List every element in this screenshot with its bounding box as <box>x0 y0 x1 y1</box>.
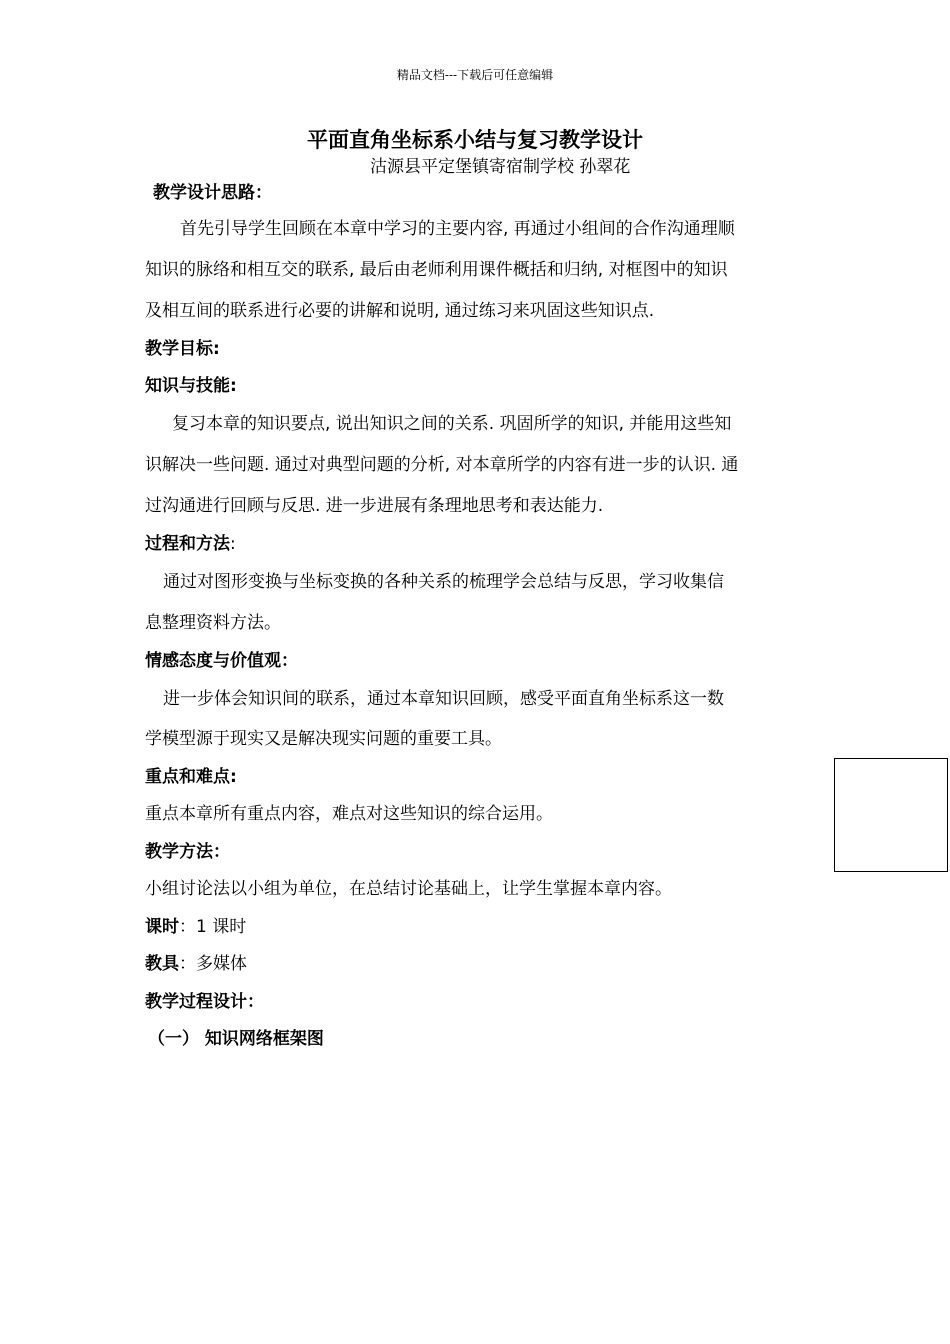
paragraph-line: 首先引导学生回顾在本章中学习的主要内容, 再通过小组间的合作沟通理顺 <box>180 219 735 239</box>
section-heading-objectives: 教学目标: <box>145 339 220 359</box>
page-header-watermark: 精品文档---下载后可任意编辑 <box>396 68 554 82</box>
teaching-aids-value: ：多媒体 <box>179 954 247 974</box>
class-hours-label: 课时 <box>145 917 179 937</box>
paragraph-line: 识解决一些问题. 通过对典型问题的分析, 对本章所学的内容有进一步的认识. 通 <box>145 455 739 475</box>
paragraph-line: 小组讨论法以小组为单位，在总结讨论基础上，让学生掌握本章内容。 <box>145 879 672 899</box>
document-title: 平面直角坐标系小结与复习教学设计 <box>307 128 643 152</box>
paragraph-line: 复习本章的知识要点, 说出知识之间的关系. 巩固所学的知识, 并能用这些知 <box>172 414 732 434</box>
paragraph-line: 息整理资料方法。 <box>145 613 281 633</box>
heading-colon: : <box>230 534 236 554</box>
document-author: 沽源县平定堡镇寄宿制学校 孙翠花 <box>370 157 631 177</box>
empty-box-frame <box>834 758 948 872</box>
section-heading-teaching-method: 教学方法： <box>145 842 230 862</box>
section-heading-attitude-values: 情感态度与价值观： <box>145 651 298 671</box>
heading-text: 过程和方法 <box>145 534 230 554</box>
section-heading-knowledge-skills: 知识与技能: <box>145 376 237 396</box>
paragraph-line: 重点本章所有重点内容，难点对这些知识的综合运用。 <box>145 804 553 824</box>
class-hours-line <box>145 912 246 937</box>
paragraph-line: 及相互间的联系进行必要的讲解和说明, 通过练习来巩固这些知识点. <box>145 301 655 321</box>
class-hours-value: ：1 课时 <box>179 917 247 937</box>
section-heading-design-idea: 教学设计思路： <box>153 183 272 203</box>
paragraph-line: 学模型源于现实又是解决现实问题的重要工具。 <box>145 729 502 749</box>
section-heading-process-design: 教学过程设计： <box>145 992 264 1012</box>
subsection-heading-knowledge-network: （一） 知识网络框架图 <box>148 1029 324 1049</box>
paragraph-line: 进一步体会知识间的联系，通过本章知识回顾，感受平面直角坐标系这一数 <box>163 689 724 709</box>
paragraph-line: 知识的脉络和相互交的联系, 最后由老师利用课件概括和归纳, 对框图中的知识 <box>145 260 728 280</box>
paragraph-line: 通过对图形变换与坐标变换的各种关系的梳理学会总结与反思，学习收集信 <box>163 572 724 592</box>
teaching-aids-line <box>145 949 247 974</box>
teaching-aids-label: 教具 <box>145 954 179 974</box>
section-heading-key-difficult: 重点和难点: <box>145 767 237 787</box>
section-heading-process-method <box>145 529 236 554</box>
paragraph-line: 过沟通进行回顾与反思. 进一步进展有条理地思考和表达能力. <box>145 496 604 516</box>
